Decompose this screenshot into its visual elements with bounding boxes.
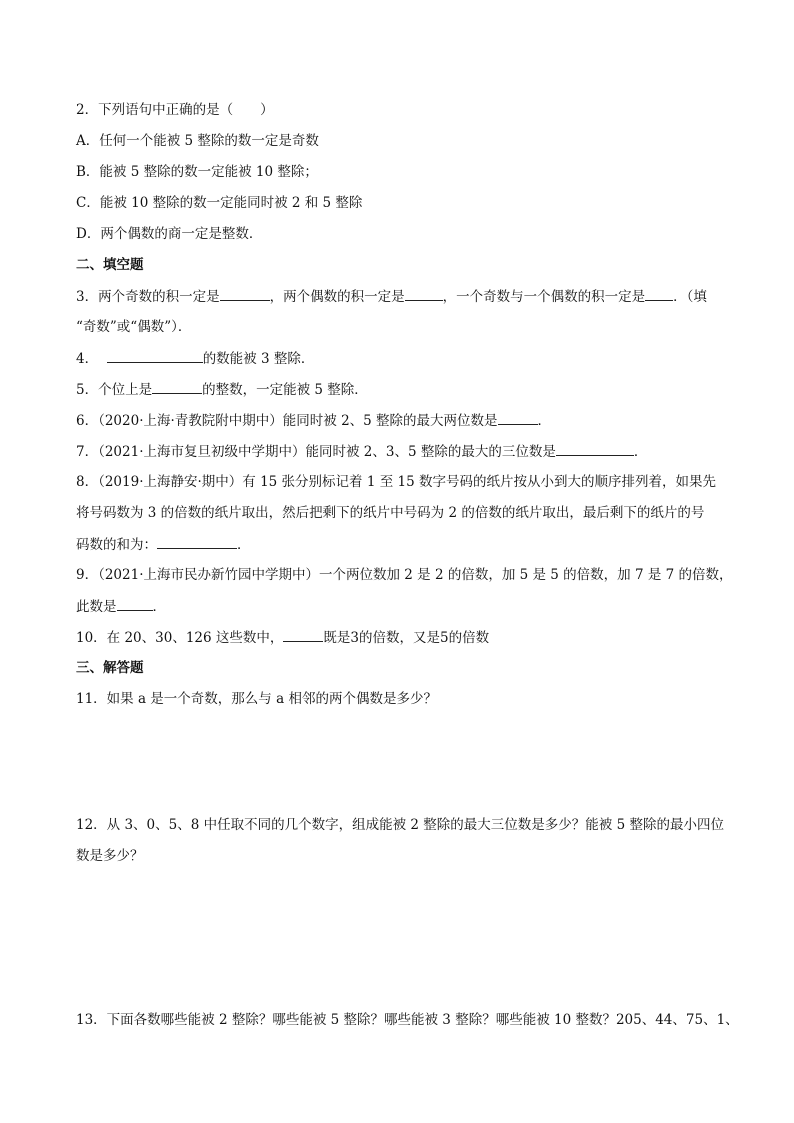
question-3-text-d: ．（填 bbox=[673, 289, 707, 305]
answer-blank[interactable] bbox=[157, 534, 237, 549]
question-4 bbox=[76, 348, 314, 369]
question-12-line-1: 12．从 3、0、5、8 中任取不同的几个数字，组成能被 2 整除的最大三位数是多少？能被 5 整除的最小四位 bbox=[76, 817, 724, 833]
question-4-text-a: 4． bbox=[76, 351, 99, 367]
answer-blank[interactable] bbox=[283, 627, 323, 642]
question-9-text-a: 此数是 bbox=[76, 599, 117, 615]
question-4-text-b: 的数能被 3 整除． bbox=[202, 351, 315, 367]
question-10-text-b: 既是3的倍数，又是5的倍数 bbox=[323, 630, 490, 646]
question-11: 11．如果 a 是一个奇数，那么与 a 相邻的两个偶数是多少？ bbox=[76, 691, 437, 707]
question-8-text-a: 码数的和为： bbox=[76, 537, 157, 553]
answer-blank[interactable] bbox=[405, 286, 443, 301]
question-9-line-2 bbox=[76, 596, 166, 617]
question-13: 13．下面各数哪些能被 2 整除？哪些能被 5 整除？哪些能被 3 整除？哪些能被 10 整数？205、44、75、1、 bbox=[76, 1012, 739, 1028]
question-9-line-1: 9．（2021·上海市民办新竹园中学期中）一个两位数加 2 是 2 的倍数，加 5 是 5 的倍数，加 7 是 7 的倍数， bbox=[76, 567, 733, 583]
question-8-text-b: ． bbox=[237, 537, 251, 553]
question-8-line-3 bbox=[76, 534, 251, 555]
question-8-line-2: 将号码数为 3 的倍数的纸片取出，然后把剩下的纸片中号码为 2 的倍数的纸片取出，最后剩下的纸片的号 bbox=[76, 505, 705, 521]
question-6 bbox=[76, 410, 551, 431]
question-3-text-a: 3．两个奇数的积一定是 bbox=[76, 289, 220, 305]
section-heading-answer: 三、解答题 bbox=[76, 660, 144, 676]
question-2-option-b: B．能被 5 整除的数一定能被 10 整除； bbox=[76, 164, 318, 180]
question-2-option-c: C．能被 10 整除的数一定能同时被 2 和 5 整除 bbox=[76, 195, 363, 211]
question-2-stem: 2．下列语句中正确的是（ ） bbox=[76, 102, 274, 118]
question-7-text-b: ． bbox=[633, 444, 648, 460]
question-3-line-2: “奇数”或“偶数”）． bbox=[76, 319, 192, 335]
question-7-text-a: 7．（2021·上海市复旦初级中学期中）能同时被 2、3、5 整除的最大的三位数是 bbox=[76, 444, 556, 460]
question-10-text-a: 10．在 20、30、126 这些数中， bbox=[76, 630, 284, 646]
section-heading-fill-blank: 二、填空题 bbox=[76, 257, 144, 273]
question-5-text-b: 的整数，一定能被 5 整除． bbox=[202, 382, 368, 398]
answer-blank[interactable] bbox=[220, 286, 270, 301]
question-3-text-b: ，两个偶数的积一定是 bbox=[269, 289, 405, 305]
question-6-text-a: 6．（2020·上海·青教院附中期中）能同时被 2、5 整除的最大两位数是 bbox=[76, 413, 498, 429]
answer-blank[interactable] bbox=[645, 286, 673, 301]
answer-blank[interactable] bbox=[152, 379, 202, 394]
question-12-line-2: 数是多少？ bbox=[76, 848, 144, 864]
question-2-option-a: A．任何一个能被 5 整除的数一定是奇数 bbox=[76, 133, 319, 149]
question-5-text-a: 5．个位上是 bbox=[76, 382, 153, 398]
question-3-text-c: ，一个奇数与一个偶数的积一定是 bbox=[442, 289, 646, 305]
answer-blank[interactable] bbox=[107, 348, 203, 363]
question-9-text-b: ． bbox=[152, 599, 166, 615]
question-10 bbox=[76, 627, 489, 648]
question-8-line-1: 8．（2019·上海静安·期中）有 15 张分别标记着 1 至 15 数字号码的纸片按从小到大的顺序排列着，如果先 bbox=[76, 474, 716, 490]
question-2-option-d: D．两个偶数的商一定是整数． bbox=[76, 226, 263, 242]
question-5 bbox=[76, 379, 368, 400]
answer-blank[interactable] bbox=[556, 441, 634, 456]
question-7 bbox=[76, 441, 647, 462]
answer-blank[interactable] bbox=[498, 410, 538, 425]
question-3-line-1 bbox=[76, 286, 707, 307]
answer-blank[interactable] bbox=[117, 596, 153, 611]
question-6-text-b: ． bbox=[537, 413, 552, 429]
